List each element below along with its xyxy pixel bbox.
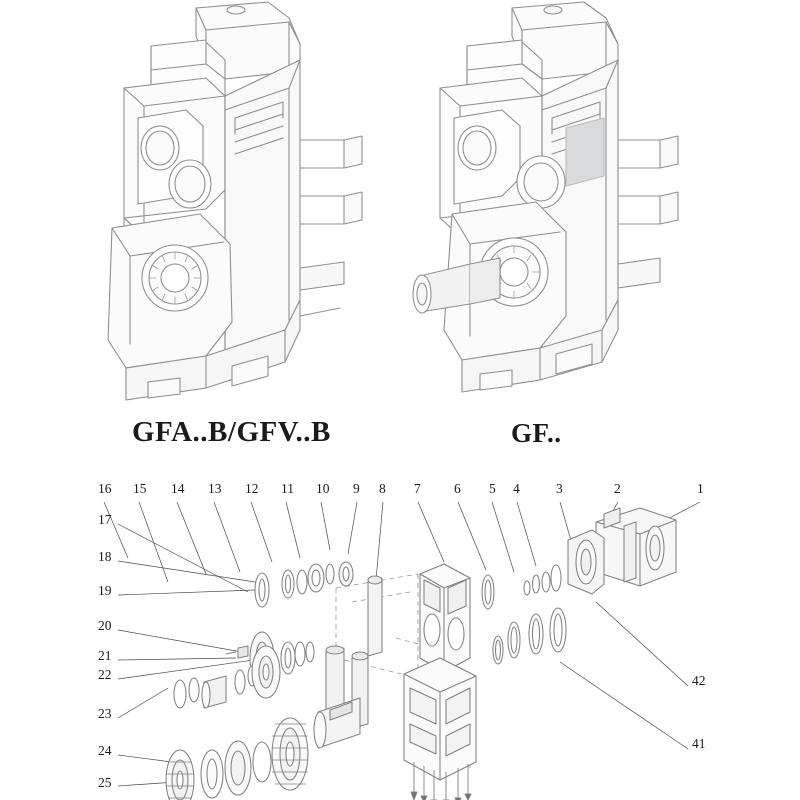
- left-callout-19: 19: [98, 583, 112, 598]
- right-leader-lines: [560, 602, 688, 749]
- caption-right: GF..: [511, 418, 562, 448]
- gearbox-housing-view-right: [413, 2, 678, 392]
- top-callout-13: 13: [208, 481, 222, 496]
- left-callout-23: 23: [98, 706, 112, 721]
- bearing-stack-group: [166, 646, 280, 800]
- top-callout-2: 2: [614, 481, 621, 496]
- top-callout-8: 8: [379, 481, 386, 496]
- exploded-view-area: [0, 462, 800, 800]
- top-callout-15: 15: [133, 481, 147, 496]
- right-callout-41: 41: [692, 736, 706, 751]
- left-callout-24: 24: [98, 743, 112, 758]
- top-callout-12: 12: [245, 481, 259, 496]
- top-callout-6: 6: [454, 481, 461, 496]
- left-callout-25: 25: [98, 775, 112, 790]
- top-callout-10: 10: [316, 481, 330, 496]
- top-callout-7: 7: [414, 481, 421, 496]
- top-callout-5: 5: [489, 481, 496, 496]
- top-callout-1: 1: [697, 481, 704, 496]
- top-callout-16: 16: [98, 481, 112, 496]
- left-callout-20: 20: [98, 618, 112, 633]
- caption-left: GFA..B/GFV..B: [132, 416, 331, 448]
- rings-and-circlips-group: [482, 565, 566, 664]
- top-callout-4: 4: [513, 481, 520, 496]
- top-callout-11: 11: [281, 481, 294, 496]
- left-callout-21: 21: [98, 648, 112, 663]
- gearbox-housing-view-left: [108, 2, 362, 400]
- right-callout-42: 42: [692, 673, 706, 688]
- left-callout-18: 18: [98, 549, 112, 564]
- left-callout-17: 17: [98, 512, 112, 527]
- left-callout-22: 22: [98, 667, 112, 682]
- exploded-parts-drawing: [0, 462, 800, 800]
- motor-adapter-group: [568, 508, 676, 594]
- top-callout-14: 14: [171, 481, 185, 496]
- exploded-housing-group: [404, 564, 476, 800]
- top-callout-9: 9: [353, 481, 360, 496]
- top-callout-3: 3: [556, 481, 563, 496]
